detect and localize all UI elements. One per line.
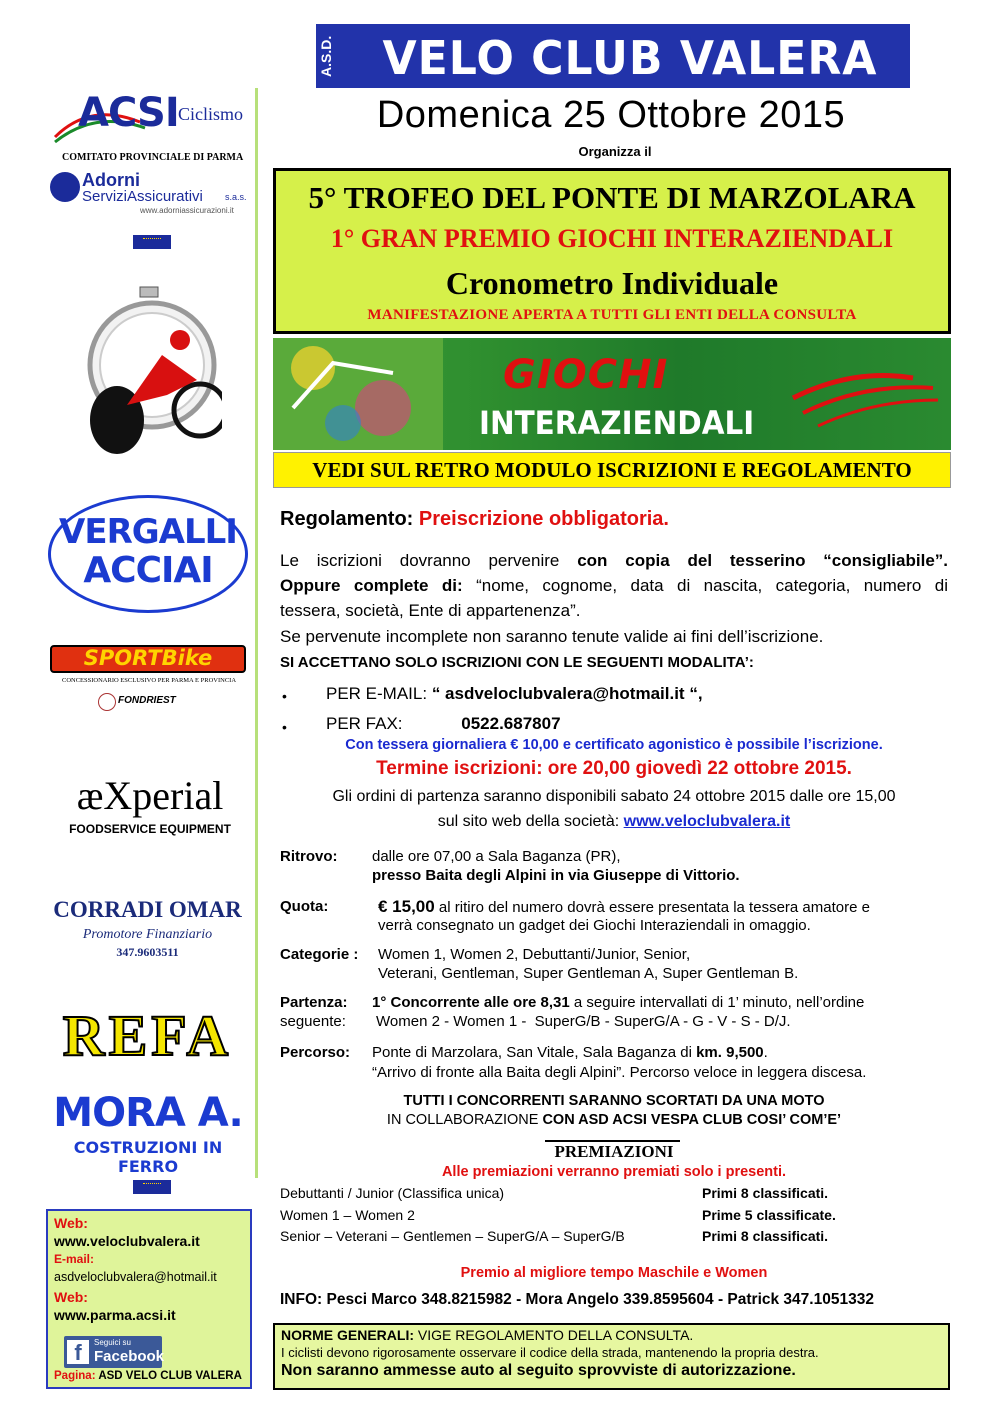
adorni-sub: ServiziAssicurativi: [82, 188, 203, 205]
email-link[interactable]: asdveloclubvalera@hotmail.it: [54, 1270, 217, 1284]
tessera-note: Con tessera giornaliera € 10,00 e certificato agonistico è possibile l’iscrizione.: [345, 737, 883, 753]
corradi-logo: [45, 897, 250, 967]
adorni-web: www.adorniassicurazioni.it: [140, 206, 234, 215]
club-title: VELO CLUB VALERA: [382, 31, 878, 85]
left-divider-line: [255, 88, 258, 1178]
partenza-2: Women 2 - Women 1 - SuperG/B - SuperG/A - G - V - S - D/J.: [376, 1013, 791, 1030]
scorta-1: TUTTI I CONCORRENTI SARANNO SCORTATI DA UNA MOTO: [403, 1093, 825, 1109]
ordini-note-1: Gli ordini di partenza saranno disponibili sabato 24 ottobre 2015 dalle ore 15,00: [332, 788, 896, 805]
ordini-note-2: sul sito web della società: www.veloclubvalera.it: [437, 813, 791, 830]
termine-note: Termine iscrizioni: ore 20,00 giovedì 22 ottobre 2015.: [376, 758, 852, 779]
sportbike-text: SPORTBike: [83, 646, 213, 670]
facebook-small-label: Seguici su: [94, 1338, 131, 1347]
regolamento-value: Preiscrizione obbligatoria.: [418, 508, 669, 530]
vergalli-text-2: ACCIAI: [83, 550, 213, 591]
regolamento-p4: Se pervenute incomplete non saranno tenute valide ai fini dell’iscrizione.: [280, 627, 824, 646]
partenza-label-1: Partenza:: [280, 994, 348, 1011]
scorta-2: IN COLLABORAZIONE CON ASD ACSI VESPA CLUB COSI’ COM’E’: [386, 1112, 842, 1128]
categorie-1: Women 1, Women 2, Debuttanti/Junior, Senior,: [378, 946, 691, 963]
experial-logo: [55, 772, 245, 842]
premio-miglior-tempo: Premio al migliore tempo Maschile e Women: [460, 1265, 768, 1281]
corradi-text: CORRADI OMAR: [53, 897, 242, 922]
vergalli-text-1: VERGALLI: [59, 512, 237, 552]
adorni-sas: s.a.s.: [225, 192, 247, 202]
regolamento-p2: Oppure complete di: “nome, cognome, data di nascita, categoria, numero di: [280, 576, 948, 595]
adorni-text: Adorni: [82, 170, 140, 190]
stopwatch-cyclist-logo: [82, 285, 222, 460]
fondriest-text: FONDRIEST: [118, 695, 176, 706]
adorni-logo: [50, 170, 255, 220]
percorso-1: Ponte di Marzolara, San Vitale, Sala Baganza di km. 9,500.: [372, 1044, 768, 1061]
regolamento-p1: Le iscrizioni dovranno pervenire con copia del tesserino “consigliabile”.: [280, 551, 948, 570]
sportbike-logo: [50, 645, 248, 735]
giochi-banner-bottom: INTERAZIENDALI: [479, 404, 755, 442]
regolamento-heading: [280, 508, 669, 531]
vedi-note: VEDI SUL RETRO MODULO ISCRIZIONI E REGOLAMENTO: [312, 458, 912, 482]
web-link-1[interactable]: www.veloclubvalera.it: [54, 1233, 200, 1249]
quota-2: verrà consegnato un gadget dei Giochi Interaziendali in omaggio.: [378, 917, 811, 934]
email-method: PER E-MAIL: “ asdveloclubvalera@hotmail.it “,: [326, 684, 703, 703]
quota-1: € 15,00 al ritiro del numero dovrà essere presentata la tessera amatore e: [378, 897, 870, 916]
adorni-mark-icon: [50, 172, 80, 202]
percorso-label: Percorso:: [280, 1044, 351, 1061]
acsi-comitato: COMITATO PROVINCIALE DI PARMA: [62, 152, 244, 163]
trofeo-title: 5° TROFEO DEL PONTE DI MARZOLARA: [308, 180, 916, 215]
partenza-1: 1° Concorrente alle ore 8,31 a seguire intervallati di 1’ minuto, nell’ordine: [372, 994, 865, 1011]
vergalli-logo: [48, 495, 248, 613]
premio-row-2-prize: Prime 5 classificate.: [702, 1207, 836, 1223]
fondriest-icon: [98, 693, 116, 711]
norme-line-1: NORME GENERALI: VIGE REGOLAMENTO DELLA CONSULTA.: [281, 1327, 694, 1343]
event-date: Domenica 25 Ottobre 2015: [376, 94, 846, 136]
mora-text-1: MORA A.: [53, 1090, 243, 1136]
experial-sub: FOODSERVICE EQUIPMENT: [69, 822, 231, 836]
email-bullet: •: [282, 688, 287, 704]
crono-title: Cronometro Individuale: [445, 265, 779, 301]
pagina-value: ASD VELO CLUB VALERA: [98, 1370, 242, 1382]
ritrovo-label: Ritrovo:: [280, 848, 338, 865]
fax-bullet: •: [282, 719, 287, 735]
stopwatch-cyclist-icon: [82, 285, 222, 460]
regolamento-p3: tessera, società, Ente di appartenenza”.: [280, 601, 581, 620]
gran-premio-title: 1° GRAN PREMIO GIOCHI INTERAZIENDALI: [330, 224, 894, 253]
experial-text: æXperial: [76, 773, 224, 818]
premio-row-1-cat: Debuttanti / Junior (Classifica unica): [280, 1185, 505, 1201]
corradi-tel: 347.9603511: [116, 945, 179, 959]
ritrovo-2: presso Baita degli Alpini in via Giuseppe di Vittorio.: [372, 867, 740, 884]
sportbike-sub: CONCESSIONARIO ESCLUSIVO PER PARMA E PROVINCIA: [61, 677, 237, 684]
web-label: Web:: [54, 1215, 88, 1231]
acsi-ciclismo: Ciclismo: [178, 104, 244, 124]
giochi-banner: [273, 338, 951, 450]
premio-row-2-cat: Women 1 – Women 2: [280, 1207, 415, 1223]
facebook-icon: f: [67, 1340, 89, 1364]
acsi-text: ACSI: [78, 90, 179, 136]
divider-square-1: [133, 235, 171, 249]
norme-line-2: I ciclisti devono rigorosamente osservare il codice della strada, mantenendo la propria destra.: [281, 1345, 819, 1360]
facebook-label: Facebook: [94, 1348, 165, 1365]
premio-row-1-prize: Primi 8 classificati.: [702, 1185, 829, 1201]
pagina-label: Pagina:: [54, 1370, 96, 1382]
partenza-label-2: seguente:: [280, 1013, 346, 1030]
web-link-2[interactable]: www.parma.acsi.it: [54, 1307, 176, 1323]
fax-method: PER FAX: 0522.687807: [326, 714, 561, 733]
regolamento-p5: SI ACCETTANO SOLO ISCRIZIONI CON LE SEGUENTI MODALITA’:: [280, 654, 754, 671]
pagina-line: [54, 1370, 242, 1382]
corradi-sub: Promotore Finanziario: [82, 927, 213, 942]
web2-label: Web:: [54, 1289, 88, 1305]
organizza-label: Organizza il: [578, 144, 652, 159]
site-link[interactable]: www.veloclubvalera.it: [623, 813, 791, 830]
premiazioni-note: Alle premiazioni verranno premiati solo i presenti.: [441, 1164, 787, 1180]
premio-row-3-prize: Primi 8 classificati.: [702, 1228, 829, 1244]
ritrovo-1: dalle ore 07,00 a Sala Baganza (PR),: [372, 848, 621, 865]
facebook-button[interactable]: [64, 1336, 165, 1368]
percorso-2: “Arrivo di fronte alla Baita degli Alpini”. Percorso veloce in leggera discesa.: [372, 1064, 867, 1081]
refa-logo: REFA: [62, 1003, 233, 1068]
divider-square-2: [133, 1180, 171, 1194]
categorie-label: Categorie :: [280, 946, 359, 963]
norme-line-3: Non saranno ammesse auto al seguito sprovviste di autorizzazione.: [281, 1362, 796, 1379]
categorie-2: Veterani, Gentleman, Super Gentleman A, Super Gentleman B.: [378, 965, 799, 982]
email-label: E-mail:: [54, 1252, 95, 1266]
manifestazione-note: MANIFESTAZIONE APERTA A TUTTI GLI ENTI DELLA CONSULTA: [367, 307, 857, 323]
regolamento-label: Regolamento:: [280, 508, 414, 530]
mora-logo: [42, 1090, 254, 1176]
quota-label: Quota:: [280, 898, 329, 915]
mora-text-2: COSTRUZIONI IN FERRO: [73, 1138, 223, 1176]
giochi-banner-top: GIOCHI: [503, 352, 669, 398]
asd-label: A.S.D.: [318, 35, 334, 77]
premio-row-3-cat: Senior – Veterani – Gentlemen – SuperG/A – SuperG/B: [280, 1228, 625, 1244]
acsi-logo: [50, 92, 250, 164]
premiazioni-title: PREMIAZIONI: [554, 1142, 674, 1161]
info-line: INFO: Pesci Marco 348.8215982 - Mora Angelo 339.8595604 - Patrick 347.1051332: [280, 1291, 874, 1308]
